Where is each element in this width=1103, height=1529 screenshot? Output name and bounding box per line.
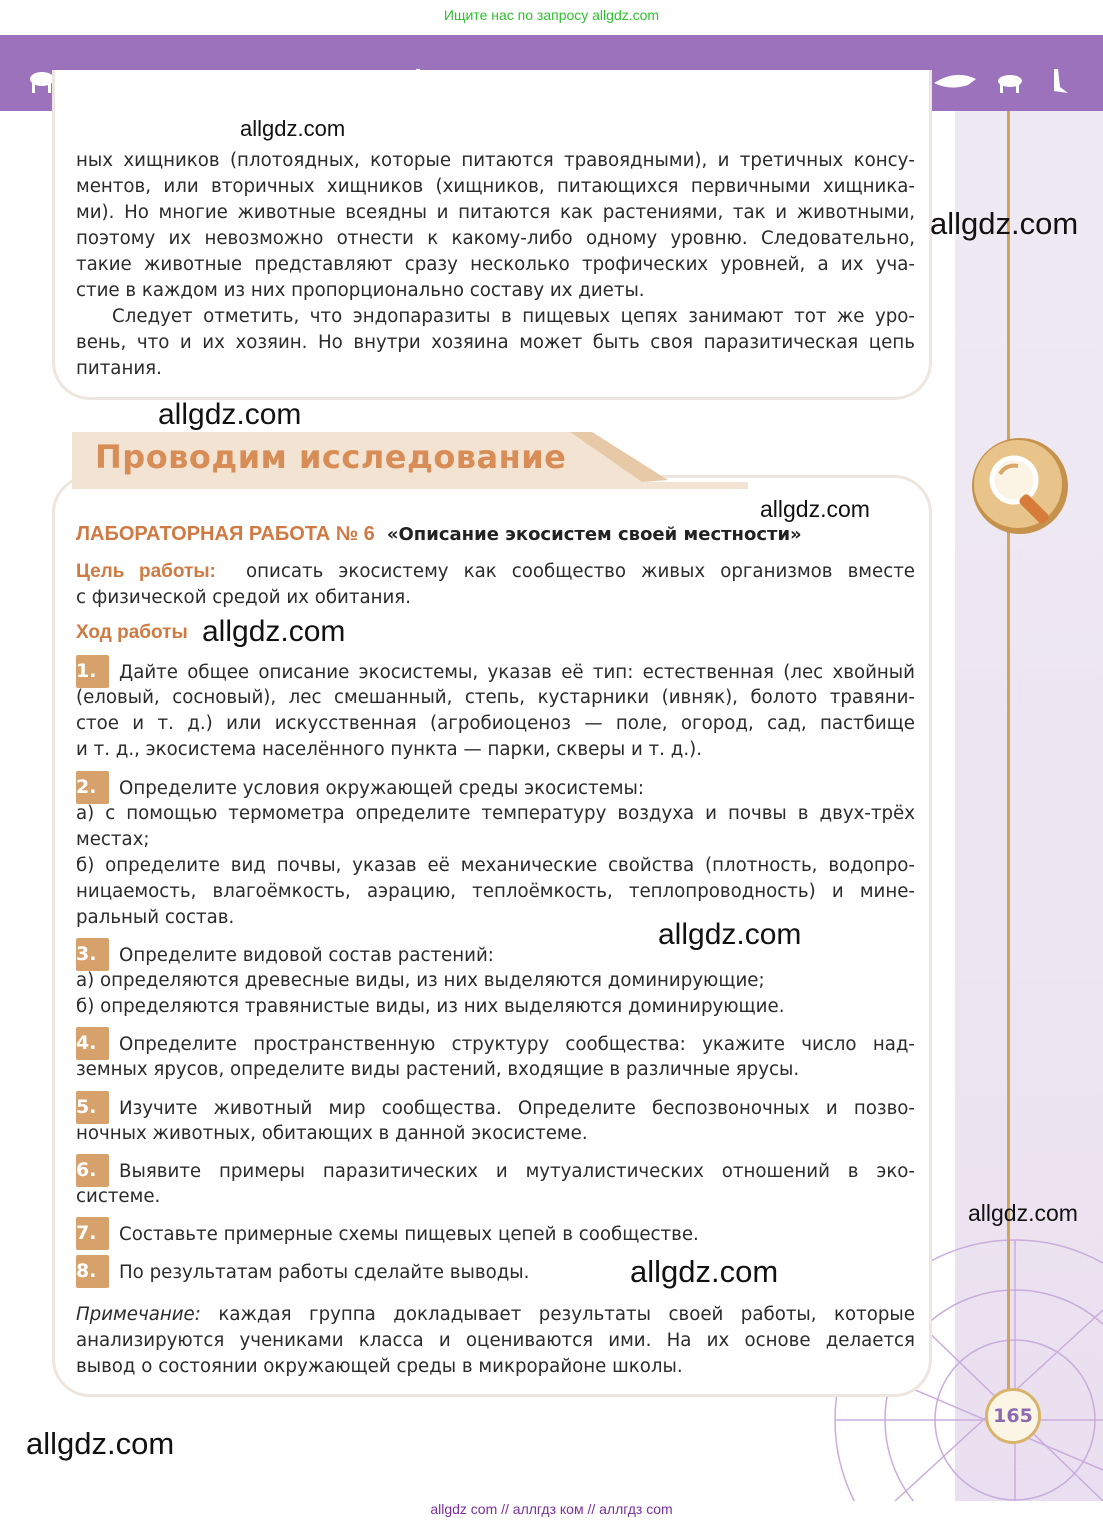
text-line: а) определяются древесные виды, из них выделяются доминирующие; xyxy=(76,970,765,991)
step-number: 1. xyxy=(76,655,109,688)
search-hint: Ищите нас по запросу allgdz.com xyxy=(443,7,660,23)
text-line: земных ярусов, определите виды растений, входящие в различные ярусы. xyxy=(76,1059,800,1080)
text-line: местах; xyxy=(76,829,150,850)
note-label: Примечание: xyxy=(76,1304,201,1325)
watermark: allgdz.com xyxy=(630,1254,779,1289)
text-line: (еловый, сосновый), лес смешанный, степь, кустарники (ивняк), болото травяни- xyxy=(76,687,915,708)
magnifier-icon xyxy=(970,434,1072,550)
goal-text: описать экосистему как сообщество живых организмов вместе xyxy=(246,561,915,582)
page-number: 165 xyxy=(985,1388,1041,1444)
goal-text-continued: с физической средой их обитания. xyxy=(76,587,412,608)
lab-heading xyxy=(76,521,915,548)
watermark: allgdz.com xyxy=(158,398,302,431)
step-number: 4. xyxy=(76,1027,109,1060)
watermark: allgdz.com xyxy=(658,918,802,951)
text-line: По результатам работы сделайте выводы. xyxy=(119,1262,530,1283)
step-number: 6. xyxy=(76,1154,109,1187)
watermark: allgdz.com xyxy=(968,1200,1078,1226)
text-line: Следует отметить, что эндопаразиты в пищевых цепях занимают тот же уро- xyxy=(112,306,915,327)
text-line: Изучите животный мир сообщества. Определите беспозвоночных и позво- xyxy=(119,1098,915,1119)
step-number: 3. xyxy=(76,938,109,971)
text-line: ми). Но многие животные всеядны и питаются как растениями, так и животными, xyxy=(76,202,915,223)
lab-goal xyxy=(76,559,915,585)
watermark: allgdz.com xyxy=(202,615,346,648)
text-line: ных хищников (плотоядных, которые питаются травоядными), и третичных консу- xyxy=(76,150,915,171)
goal-label: Цель работы: xyxy=(76,561,216,582)
text-line: ночных животных, обитающих в данной экосистеме. xyxy=(76,1123,588,1144)
text-line: и т. д., экосистема населённого пункта — парки, скверы и т. д.). xyxy=(76,739,702,760)
step-number: 7. xyxy=(76,1217,109,1250)
text-line: системе. xyxy=(76,1186,161,1207)
text-line: а) с помощью термометра определите температуру воздуха и почвы в двух-трёх xyxy=(76,803,915,824)
text-line: поэтому их невозможно отнести к какому-либо одному уровню. Следовательно, xyxy=(76,228,915,249)
watermark: allgdz.com xyxy=(930,206,1079,241)
step-number: 2. xyxy=(76,771,109,804)
text-line: Выявите примеры паразитических и мутуалистических отношений в эко- xyxy=(119,1161,915,1182)
text-line: Определите условия окружающей среды экосистемы: xyxy=(119,778,645,799)
step-number: 8. xyxy=(76,1255,109,1288)
lab-number: ЛАБОРАТОРНАЯ РАБОТА № 6 xyxy=(76,523,375,545)
footer-links[interactable]: allgdz com // аллгдз ком // аллгдз com xyxy=(430,1501,673,1517)
text-line: б) определяются травянистые виды, из них выделяются доминирующие. xyxy=(76,996,785,1017)
text-line: Определите видовой состав растений: xyxy=(119,945,494,966)
text-line: такие животные представляют сразу несколько трофических уровней, а их уча- xyxy=(76,254,915,275)
lab-topic: «Описание экосистем своей местности» xyxy=(386,524,802,545)
text-line: стое и т. д.) или искусственная (агробиоценоз — поле, огород, сад, пастбище xyxy=(76,713,915,734)
text-line: ральный состав. xyxy=(76,907,235,928)
watermark: allgdz.com xyxy=(760,496,870,522)
text-line: б) определите вид почвы, указав её механические свойства (плотность, водопро- xyxy=(76,855,915,876)
step-number: 5. xyxy=(76,1091,109,1124)
text-line: стие в каждом из них пропорционально составу их диеты. xyxy=(76,280,645,301)
text-line: вывод о состоянии окружающей среды в микрорайоне школы. xyxy=(76,1356,683,1377)
text-line: ницаемость, влагоёмкость, аэрацию, теплоёмкость, теплопроводность) и мине- xyxy=(76,881,915,902)
text-line: каждая группа докладывает результаты своей работы, которые xyxy=(218,1304,915,1325)
text-line: анализируются учениками класса и оцениваются ими. На их основе делается xyxy=(76,1330,915,1351)
text-line: Определите пространственную структуру сообщества: укажите число над- xyxy=(119,1034,915,1055)
procedure-label: Ход работы xyxy=(76,622,188,643)
watermark: allgdz.com xyxy=(240,116,346,141)
text-line: ментов, или вторичных хищников (хищников, питающихся первичными хищника- xyxy=(76,176,915,197)
text-line: Составьте примерные схемы пищевых цепей в сообществе. xyxy=(119,1224,699,1245)
section-title: Проводим исследование xyxy=(95,438,567,476)
text-line: Дайте общее описание экосистемы, указав её тип: естественная (лес хвойный xyxy=(119,662,915,683)
text-line: вень, что и их хозяин. Но внутри хозяина может быть своя паразитическая цепь xyxy=(76,332,915,353)
text-line: питания. xyxy=(76,358,162,379)
watermark: allgdz.com xyxy=(26,1426,175,1461)
